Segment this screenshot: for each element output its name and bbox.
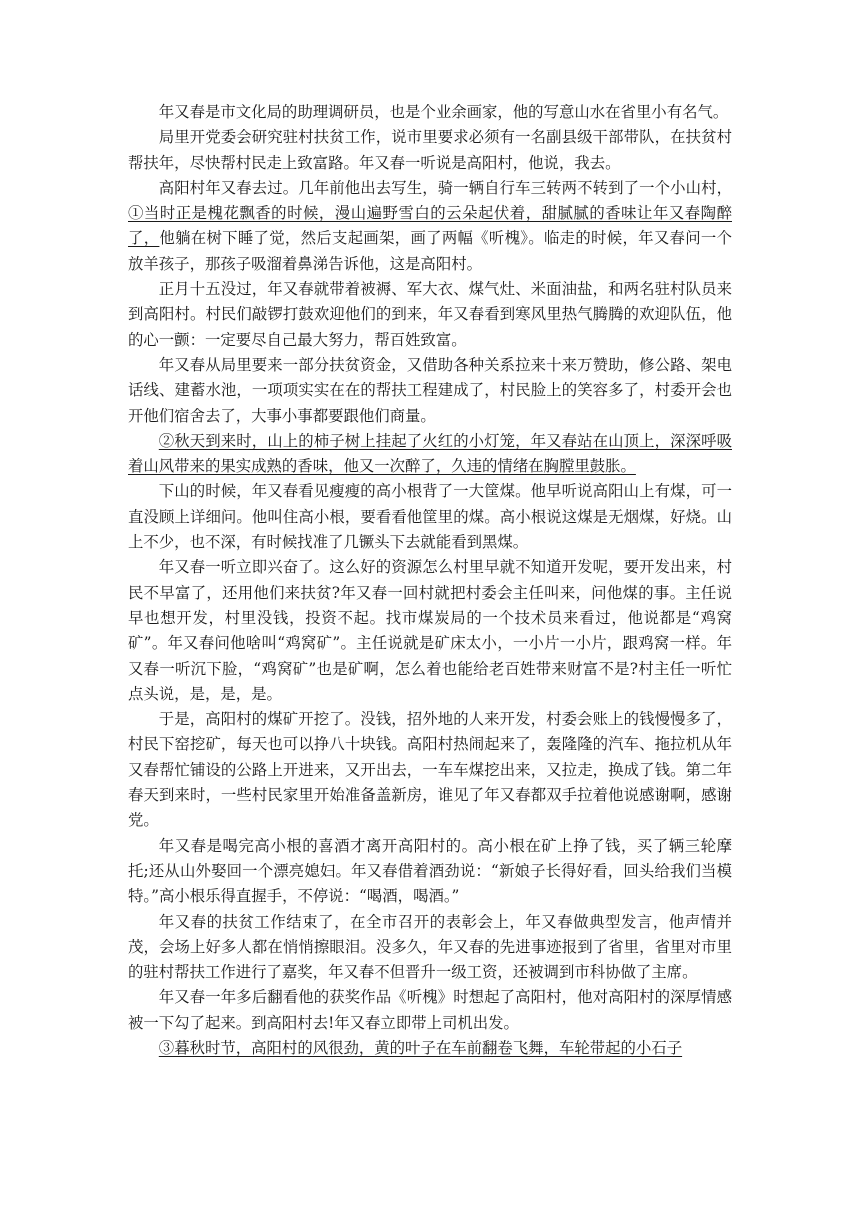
paragraph-10: [128, 834, 732, 910]
paragraph-6: [128, 429, 732, 480]
paragraph-12: [128, 985, 732, 1036]
underlined-sentence-2: ②秋天到来时，山上的柿子树上挂起了火红的小灯笼，年又春站在山顶上，深深呼吸着山风带来的果实成熟的香味，他又一次醉了，久违的情绪在胸膛里鼓胀。: [128, 431, 732, 476]
text-segment: 年又春是喝完高小根的喜酒才离开高阳村的。高小根在矿上挣了钱，买了辆三轮摩托;还从山外娶回一个漂亮媳妇。年又春借着酒劲说：“新娘子长得好看，回头给我们当模特。”高小根乐得直握手，不停说：“喝酒，喝酒。”: [128, 836, 732, 906]
text-segment: 年又春从局里要来一部分扶贫资金，又借助各种关系拉来十来万赞助，修公路、架电话线、建蓄水池，一项项实实在在的帮扶工程建成了，村民脸上的笑容多了，村委开会也开他们宿舍去了，大事小事都要跟他们商量。: [128, 355, 732, 425]
paragraph-9: [128, 707, 732, 833]
text-segment: 年又春一年多后翻看他的获奖作品《听槐》时想起了高阳村，他对高阳村的深厚情感被一下勾了起来。到高阳村去!年又春立即带上司机出发。: [128, 988, 732, 1032]
text-segment: 局里开党委会研究驻村扶贫工作，说市里要求必须有一名副县级干部带队，在扶贫村帮扶年，尽快帮村民走上致富路。年又春一听说是高阳村，他说，我去。: [128, 128, 732, 172]
text-segment: 年又春是市文化局的助理调研员，也是个业余画家，他的写意山水在省里小有名气。: [158, 103, 729, 121]
text-segment: 高阳村年又春去过。几年前他出去写生，骑一辆自行车三转两不转到了一个小山村，: [158, 178, 732, 197]
text-segment: 年又春一听立即兴奋了。这么好的资源怎么村里早就不知道开发呢，要开发出来，村民不早富了，还用他们来扶贫?年又春一回村就把村委会主任叫来，问他煤的事。主任说早也想开发，村里没钱，投资不起。找市煤炭局的一个技术员来看过，他说都是“鸡窝矿”。年又春问他啥叫“鸡窝矿”。主任说就是矿床太小，一小片一小片，跟鸡窝一样。年又春一听沉下脸，“鸡窝矿”也是矿啊，怎么着也能给老百姓带来财富不是?村主任一听忙点头说，是，是，是。: [128, 558, 732, 703]
underlined-sentence-3: ③暮秋时节，高阳村的风很劲，黄的叶子在车前翻卷飞舞，车轮带起的小石子: [158, 1038, 683, 1057]
text-segment: 下山的时候，年又春看见瘦瘦的高小根背了一大筐煤。他早听说高阳山上有煤，可一直没顾上详细问。他叫住高小根，要看看他筐里的煤。高小根说这煤是无烟煤，好烧。山上不少，也不深，有时候找准了几镢头下去就能看到黑煤。: [128, 482, 732, 552]
paragraph-2: [128, 125, 732, 176]
paragraph-1: [128, 100, 732, 125]
text-segment: 年又春的扶贫工作结束了，在全市召开的表彰会上，年又春做典型发言，他声情并茂，会场上好多人都在悄悄擦眼泪。没多久，年又春的先进事迹报到了省里，省里对市里的驻村帮扶工作进行了嘉奖，年又春不但晋升一级工资，还被调到市科协做了主席。: [128, 912, 732, 982]
underlined-sentence-1: ①当时正是槐花飘香的时候，漫山遍野雪白的云朵起伏着，甜腻腻的香味让年又春陶醉了，: [128, 204, 732, 248]
paragraph-13: [128, 1036, 732, 1061]
text-segment: 正月十五没过，年又春就带着被褥、军大衣、煤气灶、米面油盐，和两名驻村队员来到高阳村。村民们敲锣打鼓欢迎他们的到来，年又春看到寒风里热气腾腾的欢迎队伍，他的心一颤：一定要尽自己最大努力，帮百姓致富。: [128, 280, 732, 349]
paragraph-8: [128, 555, 732, 707]
text-segment: 他躺在树下睡了觉，然后支起画架，画了两幅《听槐》。临走的时候，年又春问一个放羊孩子，那孩子吸溜着鼻涕告诉他，这是高阳村。: [128, 229, 732, 273]
paragraph-7: [128, 479, 732, 555]
paragraph-4: [128, 277, 732, 353]
paragraph-3: [128, 176, 732, 277]
paragraph-5: [128, 353, 732, 429]
paragraph-11: [128, 910, 732, 986]
article-body: [128, 100, 732, 1061]
text-segment: 于是，高阳村的煤矿开挖了。没钱，招外地的人来开发，村委会账上的钱慢慢多了，村民下窑挖矿，每天也可以挣八十块钱。高阳村热闹起来了，轰隆隆的汽车、拖拉机从年又春帮忙铺设的公路上开进来，又开出去，一车车煤挖出来，又拉走，换成了钱。第二年春天到来时，一些村民家里开始准备盖新房，谁见了年又春都双手拉着他说感谢啊，感谢党。: [128, 710, 732, 830]
